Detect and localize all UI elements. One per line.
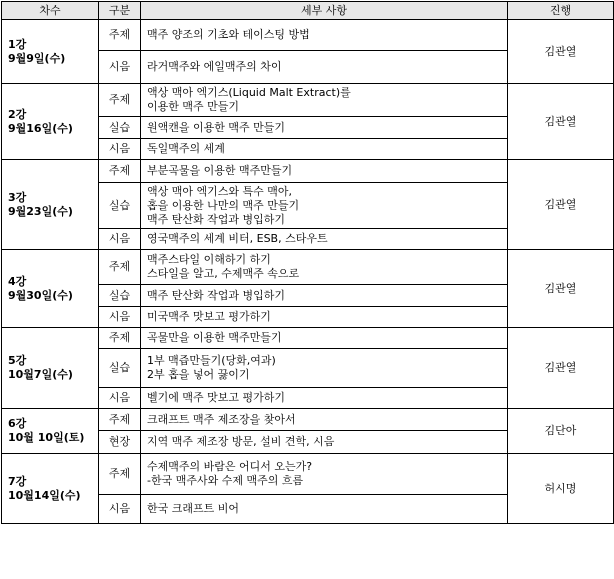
row-detail: [141, 409, 508, 431]
detail-line: 맥주 양조의 기초와 테이스팅 방법: [147, 28, 310, 41]
detail-line: 2부 홉을 넣어 끓이기: [147, 368, 250, 381]
row-type: 시음: [99, 139, 141, 160]
session-date: 10월 10일(토): [8, 431, 85, 444]
session-number: 7강: [8, 474, 27, 488]
session-number: 2강: [8, 107, 27, 121]
row-type: 주제: [99, 84, 141, 117]
row-type: 주제: [99, 160, 141, 183]
row-detail: [141, 20, 508, 51]
row-type: 주제: [99, 250, 141, 285]
session-cell: [2, 409, 99, 454]
schedule-row: [2, 409, 614, 431]
session-cell: [2, 84, 99, 160]
detail-line: 스타일을 알고, 수제맥주 속으로: [147, 267, 300, 280]
row-detail: [141, 139, 508, 160]
row-type: 시음: [99, 229, 141, 250]
row-detail: [141, 117, 508, 139]
schedule-table: [1, 1, 614, 524]
detail-line: 맥주 탄산화 작업과 병입하기: [147, 288, 286, 302]
detail-line: 이용한 맥주 만들기: [147, 100, 240, 113]
session-cell: [2, 20, 99, 84]
row-type: 실습: [99, 117, 141, 139]
schedule-row: [2, 328, 614, 349]
instructor-cell: 김관열: [508, 84, 614, 160]
row-detail: [141, 495, 508, 524]
session-number: 3강: [8, 190, 27, 204]
header-row: [2, 2, 614, 20]
detail-line: 한국 크래프트 비어: [147, 502, 240, 515]
detail-line: 독일맥주의 세계: [147, 142, 225, 155]
row-type: 실습: [99, 285, 141, 307]
instructor-cell: 김관열: [508, 20, 614, 84]
instructor-cell: 허시명: [508, 454, 614, 524]
row-detail: [141, 84, 508, 117]
row-detail: [141, 51, 508, 84]
header-type: 구분: [99, 2, 141, 20]
row-type: 시음: [99, 495, 141, 524]
row-type: 실습: [99, 183, 141, 229]
detail-line: 지역 맥주 제조장 방문, 설비 견학, 시음: [147, 435, 335, 448]
row-type: 시음: [99, 388, 141, 409]
instructor-cell: 김관열: [508, 328, 614, 409]
detail-line: 라거맥주와 에일맥주의 차이: [147, 60, 282, 73]
row-detail: [141, 454, 508, 495]
detail-line: 1부 맥즙만들기(당화,여과): [147, 354, 276, 367]
schedule-row: [2, 84, 614, 117]
header-instructor: 진행: [508, 2, 614, 20]
session-number: 1강: [8, 37, 27, 51]
detail-line: -한국 맥주사와 수제 맥주의 흐름: [147, 474, 304, 487]
detail-line: 맥주 탄산화 작업과 병입하기: [147, 212, 286, 226]
instructor-cell: 김관열: [508, 160, 614, 250]
session-date: 9월16일(수): [8, 121, 73, 135]
row-type: 주제: [99, 454, 141, 495]
instructor-cell: 김관열: [508, 250, 614, 328]
schedule-row: [2, 20, 614, 51]
row-detail: [141, 250, 508, 285]
row-detail: [141, 160, 508, 183]
detail-line: 액상 맥아 엑기스와 특수 맥아,: [147, 184, 292, 198]
row-detail: [141, 285, 508, 307]
row-detail: [141, 388, 508, 409]
detail-line: 원액캔을 이용한 맥주 만들기: [147, 120, 286, 134]
row-type: 시음: [99, 51, 141, 84]
session-cell: [2, 328, 99, 409]
session-date: 9월9일(수): [8, 51, 66, 65]
detail-line: 미국맥주 맛보고 평가하기: [147, 310, 271, 323]
header-session: 차수: [2, 2, 99, 20]
row-type: 시음: [99, 307, 141, 328]
session-number: 4강: [8, 274, 27, 288]
session-cell: [2, 250, 99, 328]
detail-line: 액상 맥아 엑기스(Liquid Malt Extract)를: [147, 86, 351, 99]
schedule-body: [2, 20, 614, 524]
row-detail: [141, 307, 508, 328]
session-date: 9월23일(수): [8, 204, 73, 218]
schedule-row: [2, 250, 614, 285]
row-type: 주제: [99, 20, 141, 51]
row-type: 실습: [99, 349, 141, 388]
session-cell: [2, 454, 99, 524]
schedule-row: [2, 160, 614, 183]
row-type: 주제: [99, 328, 141, 349]
detail-line: 벨기에 맥주 맛보고 평가하기: [147, 391, 286, 404]
row-detail: [141, 183, 508, 229]
detail-line: 맥주스타일 이해하기 하기: [147, 253, 271, 266]
detail-line: 크래프트 맥주 제조장을 찾아서: [147, 412, 296, 426]
session-date: 10월14일(수): [8, 488, 81, 502]
header-detail: 세부 사항: [141, 2, 508, 20]
detail-line: 부분곡물을 이용한 맥주만들기: [147, 164, 293, 177]
detail-line: 수제맥주의 바람은 어디서 오는가?: [147, 460, 313, 473]
row-detail: [141, 328, 508, 349]
detail-line: 영국맥주의 세계 비터, ESB, 스타우트: [147, 232, 328, 245]
session-cell: [2, 160, 99, 250]
instructor-cell: 김단아: [508, 409, 614, 454]
detail-line: 홉을 이용한 나만의 맥주 만들기: [147, 198, 300, 212]
schedule-row: [2, 454, 614, 495]
row-detail: [141, 431, 508, 454]
row-detail: [141, 349, 508, 388]
detail-line: 곡물만을 이용한 맥주만들기: [147, 331, 282, 344]
row-detail: [141, 229, 508, 250]
session-number: 6강: [8, 417, 27, 430]
session-number: 5강: [8, 354, 27, 367]
session-date: 10월7일(수): [8, 368, 73, 381]
row-type: 현장: [99, 431, 141, 454]
row-type: 주제: [99, 409, 141, 431]
session-date: 9월30일(수): [8, 288, 73, 302]
